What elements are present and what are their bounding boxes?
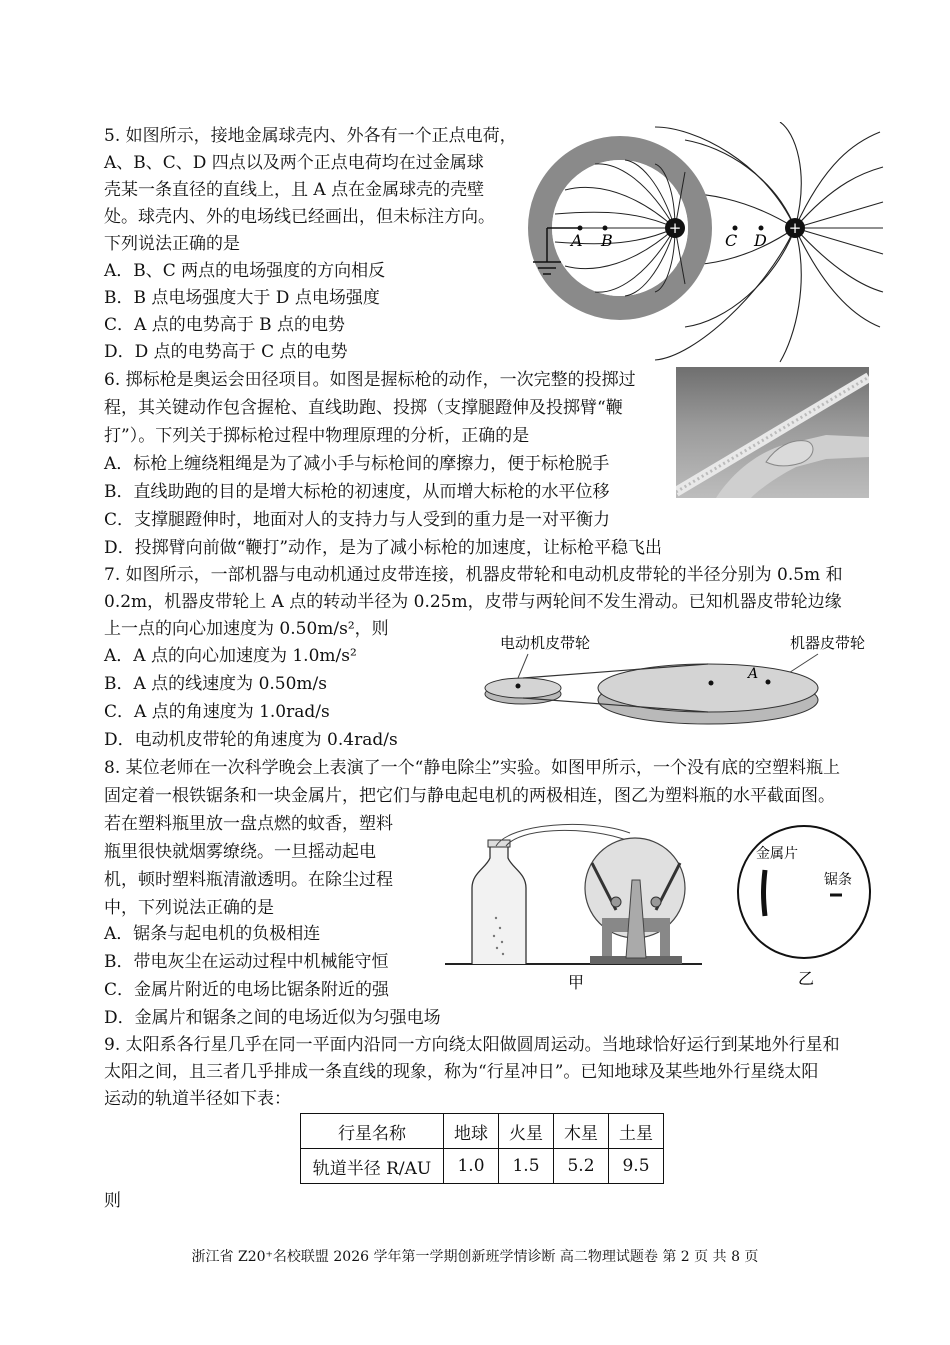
- q6-option-b: B．直线助跑的目的是增大标枪的初速度，从而增大标枪的水平位移: [104, 482, 610, 502]
- point-d-label: D: [754, 231, 767, 250]
- q7-stem-line-1: 7. 如图所示，一部机器与电动机通过皮带连接，机器皮带轮和电动机皮带轮的半径分别为 0.5m 和: [104, 565, 843, 585]
- q5-stem-line-3: 壳某一条直径的直线上，且 A 点在金属球壳的壳壁: [104, 180, 485, 200]
- q5-stem-line-1: 5. 如图所示，接地金属球壳内、外各有一个正点电荷，: [104, 126, 517, 146]
- q9-stem-line-1: 9. 太阳系各行星几乎在同一平面内沿同一方向绕太阳做圆周运动。当地球恰好运行到某地外行星和: [104, 1035, 840, 1055]
- q7-stem-line-3: 上一点的向心加速度为 0.50m/s²，则: [104, 619, 389, 639]
- motor-pulley-label: 电动机皮带轮: [500, 634, 591, 652]
- outer-charge-label: +: [788, 219, 802, 237]
- table-header-cell: 行星名称: [301, 1114, 444, 1149]
- q7-option-d: D．电动机皮带轮的角速度为 0.4rad/s: [104, 730, 398, 750]
- table-header-cell: 木星: [554, 1114, 609, 1149]
- table-cell: 5.2: [554, 1149, 609, 1184]
- q7-option-b: B．A 点的线速度为 0.50m/s: [104, 674, 328, 694]
- point-b-label: B: [601, 231, 613, 250]
- q8-option-a: A．锯条与起电机的负极相连: [104, 924, 321, 944]
- q5-option-a: A．B、C 两点的电场强度的方向相反: [104, 261, 386, 281]
- q6-stem-line-2: 程，其关键动作包含握枪、直线助跑、投掷（支撑腿蹬伸及投掷臂“鞭: [104, 398, 623, 418]
- q6-stem-line-1: 6. 掷标枪是奥运会田径项目。如图是握标枪的动作，一次完整的投掷过: [104, 370, 636, 390]
- q8-option-d: D．金属片和锯条之间的电场近似为匀强电场: [104, 1008, 441, 1028]
- inner-charge-label: +: [668, 219, 682, 237]
- q5-field-line-figure: [525, 122, 885, 364]
- q6-option-c: C．支撑腿蹬伸时，地面对人的支持力与人受到的重力是一对平衡力: [104, 510, 611, 530]
- q5-option-d: D．D 点的电势高于 C 点的电势: [104, 342, 348, 362]
- q6-stem-line-3: 打”）。下列关于掷标枪过程中物理原理的分析，正确的是: [104, 426, 530, 446]
- q8-stem-line-6: 中，下列说法正确的是: [104, 898, 274, 918]
- q8-stem-line-5: 机，顿时塑料瓶清澈透明。在除尘过程: [104, 870, 393, 890]
- q8-option-b: B．带电灰尘在运动过程中机械能守恒: [104, 952, 389, 972]
- table-cell: 轨道半径 R/AU: [301, 1149, 444, 1184]
- q7-stem-line-2: 0.2m，机器皮带轮上 A 点的转动半径为 0.25m，皮带与两轮间不发生滑动。已知机器皮带轮边缘: [104, 592, 842, 612]
- point-a-pulley-label: A: [748, 666, 759, 682]
- table-header-cell: 地球: [444, 1114, 499, 1149]
- machine-pulley-label: 机器皮带轮: [790, 634, 866, 652]
- table-cell: 1.5: [499, 1149, 554, 1184]
- orbit-radius-table: [300, 1113, 664, 1184]
- q5-stem-line-4: 处。球壳内、外的电场线已经画出，但未标注方向。: [104, 207, 495, 227]
- q9-stem-line-2: 太阳之间，且三者几乎排成一条直线的现象，称为“行星冲日”。已知地球及某些地外行星绕太阳: [104, 1062, 819, 1082]
- table-header-cell: 火星: [499, 1114, 554, 1149]
- q8-stem-line-4: 瓶里很快就烟雾缭绕。一旦摇动起电: [104, 842, 376, 862]
- javelin-grip-photo: [676, 367, 869, 498]
- q9-trailing-text: 则: [104, 1191, 121, 1211]
- page-footer: 浙江省 Z20⁺名校联盟 2026 学年第一学期创新班学情诊断 高二物理试题卷 第 2 页 共 8 页: [191, 1249, 759, 1265]
- q5-stem-line-2: A、B、C、D 四点以及两个正点电荷均在过金属球: [104, 153, 484, 173]
- q6-option-a: A．标枪上缠绕粗绳是为了减小手与标枪间的摩擦力，便于标枪脱手: [104, 454, 610, 474]
- q5-option-c: C．A 点的电势高于 B 点的电势: [104, 315, 345, 335]
- table-row: [301, 1149, 664, 1184]
- table-cell: 1.0: [444, 1149, 499, 1184]
- q9-stem-line-3: 运动的轨道半径如下表：: [104, 1089, 291, 1109]
- table-header-cell: 土星: [609, 1114, 664, 1149]
- q7-option-c: C．A 点的角速度为 1.0rad/s: [104, 702, 330, 722]
- metal-sheet-label: 金属片: [756, 846, 798, 862]
- saw-blade-label: 锯条: [824, 872, 852, 888]
- q8-stem-line-3: 若在塑料瓶里放一盘点燃的蚊香，塑料: [104, 814, 393, 834]
- q8-option-c: C．金属片附近的电场比锯条附近的强: [104, 980, 390, 1000]
- q5-option-b: B．B 点电场强度大于 D 点电场强度: [104, 288, 380, 308]
- q8-stem-line-1: 8. 某位老师在一次科学晚会上表演了一个“静电除尘”实验。如图甲所示，一个没有底的空塑料瓶上: [104, 758, 841, 778]
- point-c-label: C: [725, 231, 738, 250]
- q8-stem-line-2: 固定着一根铁锯条和一块金属片，把它们与静电起电机的两极相连，图乙为塑料瓶的水平截面图。: [104, 786, 835, 806]
- belt-pulley-figure: [478, 628, 878, 740]
- table-cell: 9.5: [609, 1149, 664, 1184]
- q6-option-d: D．投掷臂向前做“鞭打”动作，是为了减小标枪的加速度，让标枪平稳飞出: [104, 538, 663, 558]
- point-a-label: A: [571, 231, 583, 250]
- electrostatic-dust-figure-jia: [440, 818, 710, 994]
- bottle-cross-section-figure-yi: [732, 818, 882, 990]
- q5-stem-line-5: 下列说法正确的是: [104, 234, 240, 254]
- figure-yi-label: 乙: [798, 969, 815, 988]
- table-header-row: [301, 1114, 664, 1149]
- figure-jia-label: 甲: [568, 973, 585, 992]
- q7-option-a: A．A 点的向心加速度为 1.0m/s²: [104, 646, 357, 666]
